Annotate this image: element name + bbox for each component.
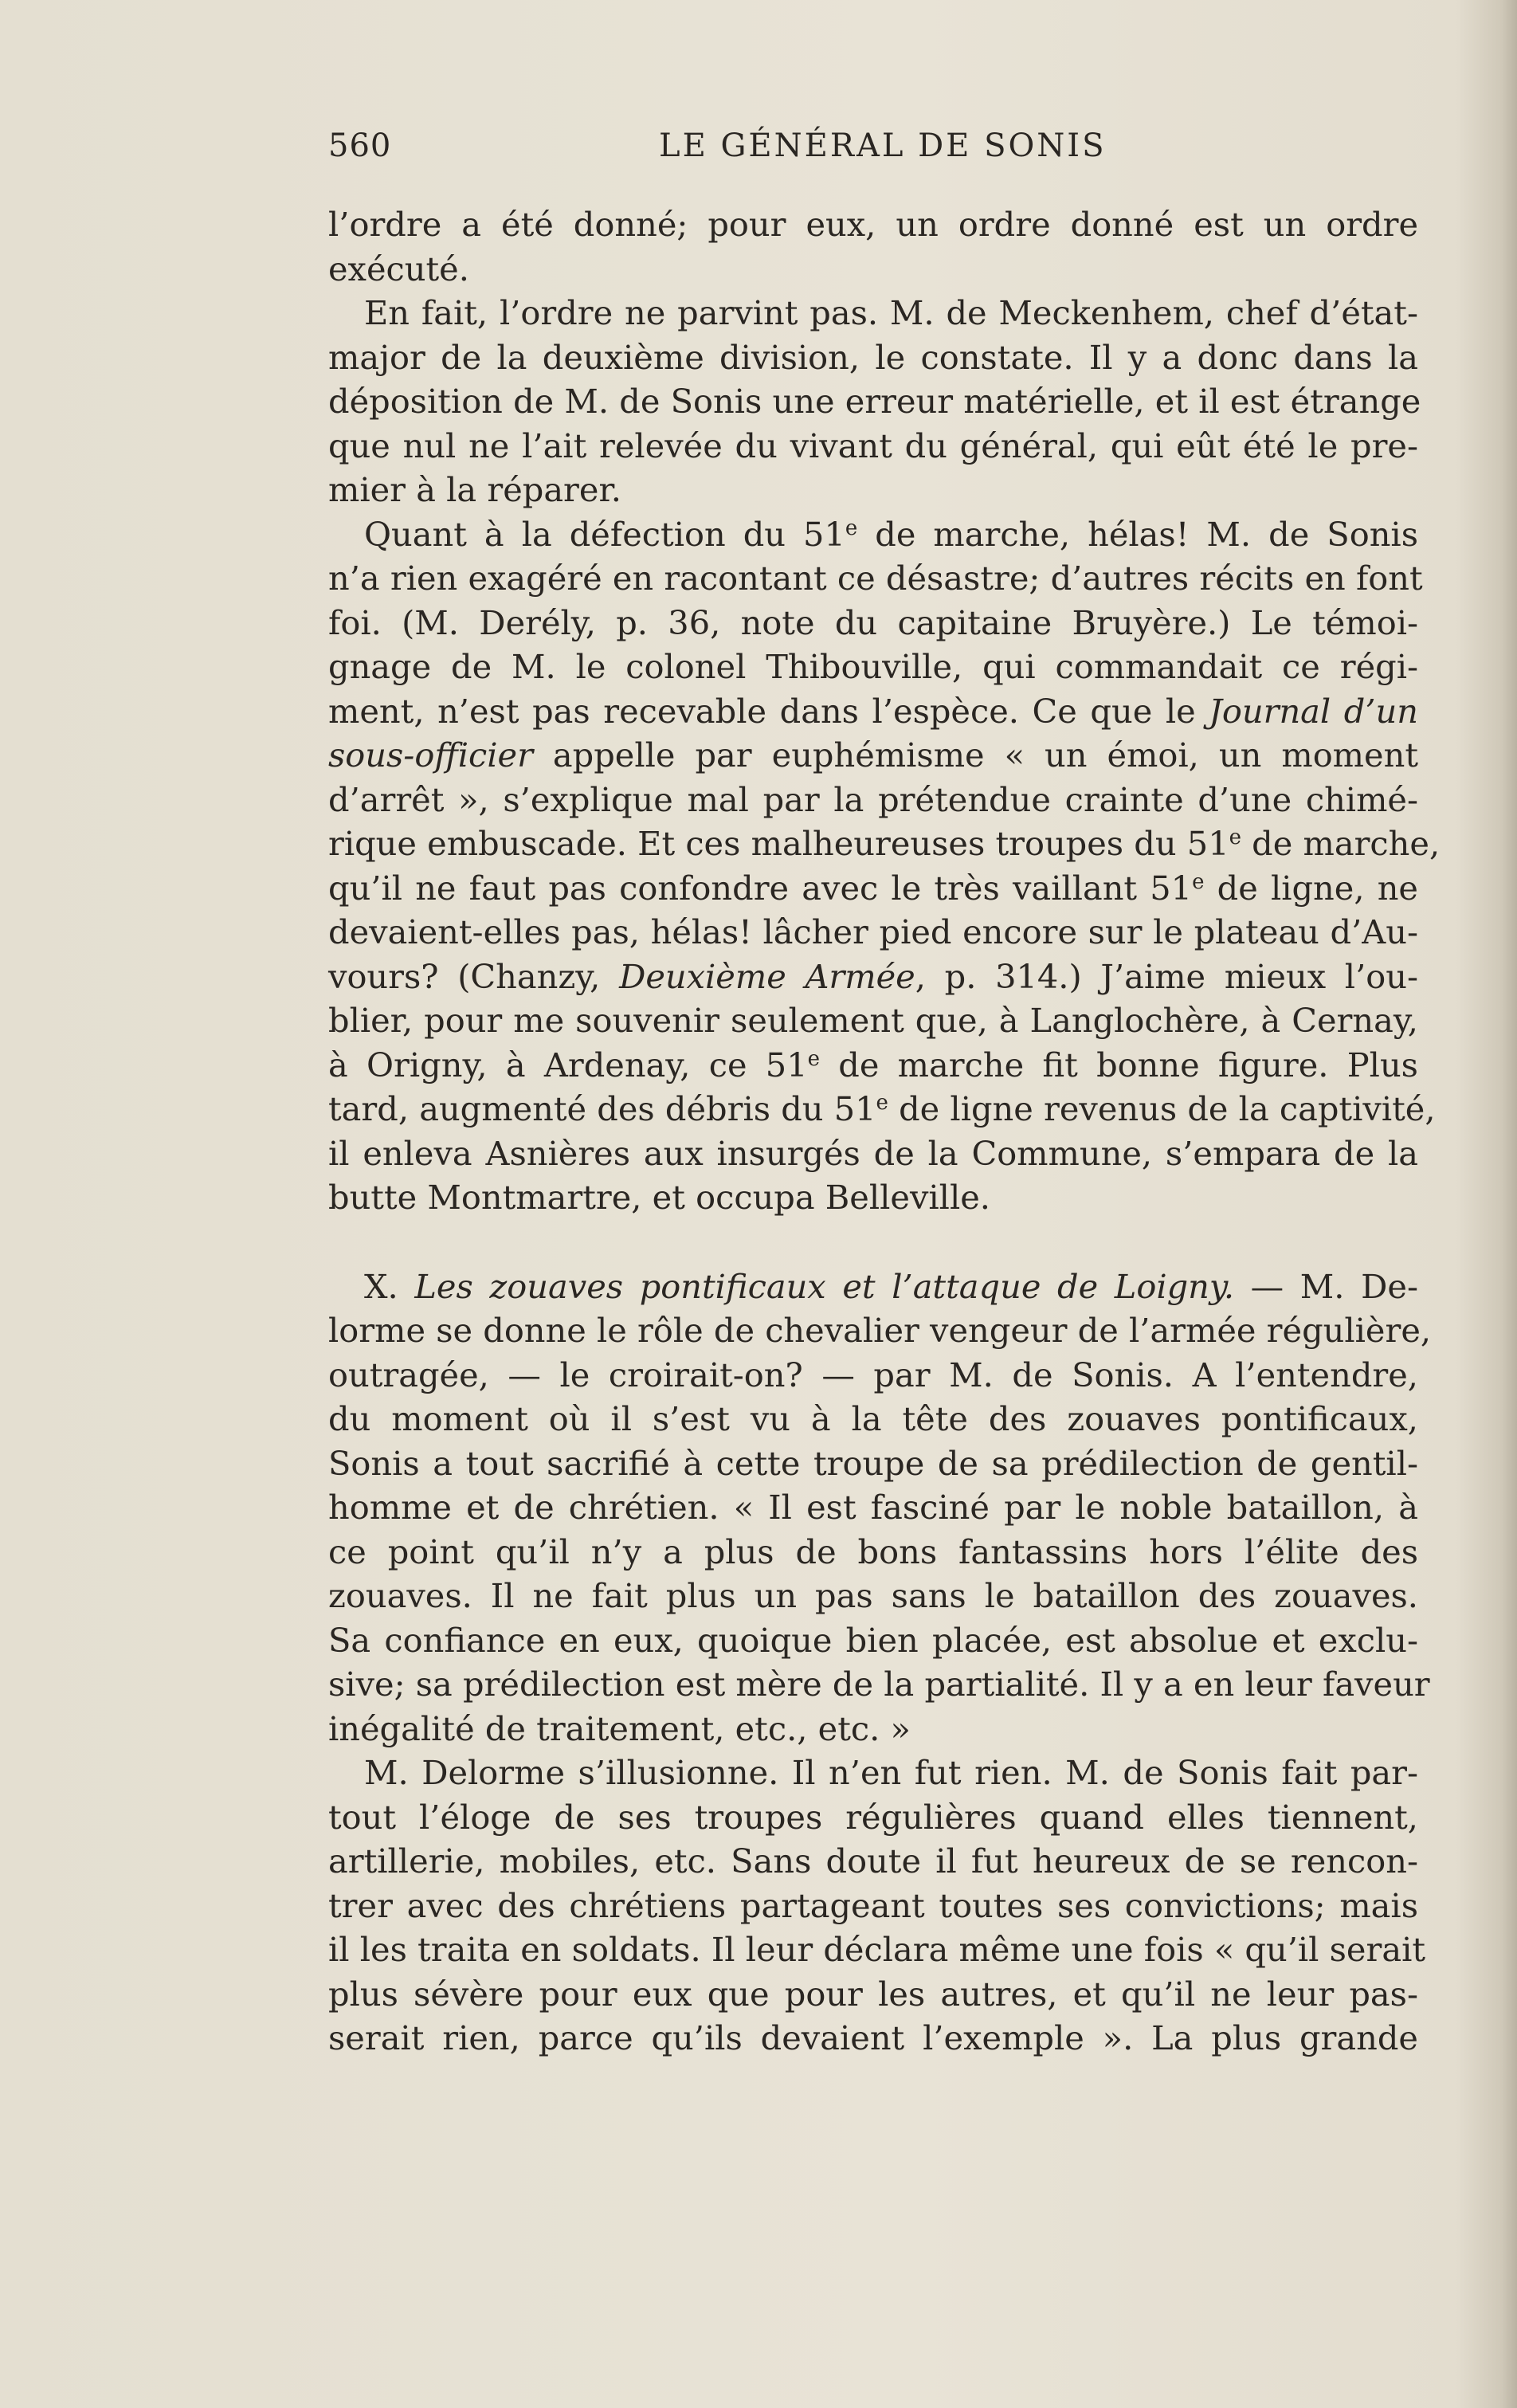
text-line: sive; sa prédilection est mère de la partialité. Il y a en leur faveur [328, 1665, 1430, 1704]
page-number: 560 [328, 127, 392, 164]
text-line: blier, pour me souvenir seulement que, à Langlochère, à Cernay, [328, 1001, 1418, 1040]
page-header [328, 127, 1418, 175]
text-line: M. Delorme s’illusionne. Il n’en fut rien. M. de Sonis fait par- [364, 1753, 1418, 1792]
text-line: Sa confiance en eux, quoique bien placée, est absolue et exclu- [328, 1620, 1418, 1660]
text-line: ment, n’est pas recevable dans l’espèce. Ce que le Journal d’un [328, 691, 1418, 731]
text-line: du moment où il s’est vu à la tête des zouaves pontificaux, [328, 1399, 1418, 1438]
text-line: gnage de M. le colonel Thibouville, qui commandait ce régi- [328, 647, 1418, 686]
text-line: vours? (Chanzy, Deuxième Armée, p. 314.) J’aime mieux l’ou- [328, 956, 1419, 996]
text-line: Sonis a tout sacrifié à cette troupe de sa prédilection de gentil- [328, 1443, 1418, 1483]
section-heading-line: X. Les zouaves pontificaux et l’attaque de Loigny. — M. De- [364, 1266, 1418, 1306]
text-line: déposition de M. de Sonis une erreur matérielle, et il est étrange [328, 382, 1421, 421]
text-line: qu’il ne faut pas confondre avec le très vaillant 51e de ligne, ne [328, 868, 1418, 908]
text-line: ce point qu’il n’y a plus de bons fantassins hors l’élite des [328, 1531, 1418, 1571]
text-line: trer avec des chrétiens partageant toutes ses convictions; mais [328, 1885, 1418, 1925]
text-line: artillerie, mobiles, etc. Sans doute il fut heureux de se rencon- [328, 1841, 1418, 1881]
text-line: butte Montmartre, et occupa Belleville. [328, 1178, 990, 1217]
text-line: inégalité de traitement, etc., etc. » [328, 1708, 911, 1748]
text-line: devaient-elles pas, hélas! lâcher pied encore sur le plateau d’Au- [328, 912, 1418, 951]
text-line: rique embuscade. Et ces malheureuses troupes du 51e de marche, [328, 824, 1441, 863]
text-line: lorme se donne le rôle de chevalier vengeur de l’armée régulière, [328, 1311, 1432, 1350]
text-line: zouaves. Il ne fait plus un pas sans le bataillon des zouaves. [328, 1576, 1418, 1615]
text-line: Quant à la défection du 51e de marche, hélas! M. de Sonis [364, 514, 1418, 554]
text-line: il enleva Asnières aux insurgés de la Commune, s’empara de la [328, 1133, 1418, 1173]
text-line: En fait, l’ordre ne parvint pas. M. de Meckenhem, chef d’état- [364, 293, 1418, 332]
text-line: tard, augmenté des débris du 51e de ligne revenus de la captivité, [328, 1089, 1436, 1128]
text-line: il les traita en soldats. Il leur déclara même une fois « qu’il serait [328, 1930, 1426, 1969]
text-line: que nul ne l’ait relevée du vivant du général, qui eût été le pre- [328, 426, 1418, 465]
text-line: homme et de chrétien. « Il est fasciné par le noble bataillon, à [328, 1488, 1418, 1527]
section-gap [328, 1220, 1418, 1265]
text-line: tout l’éloge de ses troupes régulières quand elles tiennent, [328, 1797, 1418, 1837]
text-line: plus sévère pour eux que pour les autres, et qu’il ne leur pas- [328, 1974, 1418, 2014]
text-line: d’arrêt », s’explique mal par la prétendue crainte d’une chimé- [328, 779, 1418, 819]
text-line: outragée, — le croirait-on? — par M. de Sonis. A l’entendre, [328, 1355, 1418, 1394]
text-line: l’ordre a été donné; pour eux, un ordre donné est un ordre [328, 205, 1418, 244]
text-line: n’a rien exagéré en racontant ce désastre; d’autres récits en font [328, 559, 1423, 598]
running-title: LE GÉNÉRAL DE SONIS [659, 127, 1107, 164]
text-line: mier à la réparer. [328, 470, 621, 509]
text-line: major de la deuxième division, le constate. Il y a donc dans la [328, 337, 1418, 377]
text-line: serait rien, parce qu’ils devaient l’exemple ». La plus grande [328, 2018, 1418, 2057]
text-line: à Origny, à Ardenay, ce 51e de marche fit bonne figure. Plus [328, 1045, 1418, 1084]
body-text [328, 202, 1441, 2061]
text-line: sous-officier appelle par euphémisme « un émoi, un moment [328, 735, 1418, 775]
text-line: foi. (M. Derély, p. 36, note du capitaine Bruyère.) Le témoi- [328, 602, 1418, 642]
text-line: exécuté. [328, 249, 469, 288]
